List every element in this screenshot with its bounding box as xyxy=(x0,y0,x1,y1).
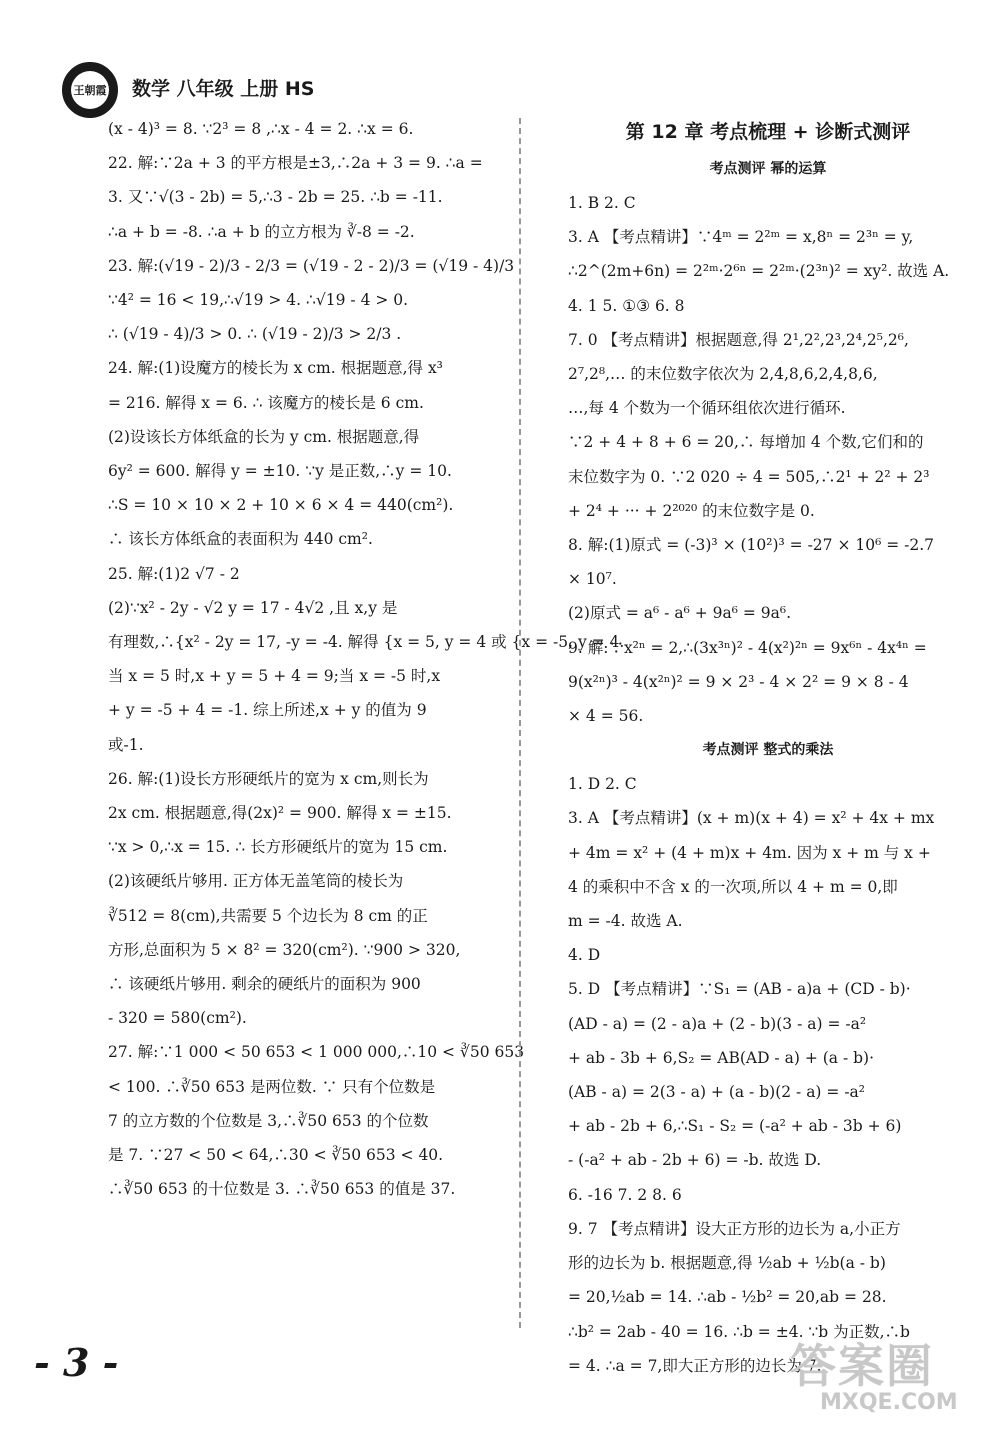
answer-line: 1. B 2. C xyxy=(568,194,636,212)
answer-line: 3. A 【考点精讲】(x + m)(x + 4) = x² + 4x + mx xyxy=(568,809,935,828)
answer-line: ∴b² = 2ab - 40 = 16. ∴b = ±4. ∵b 为正数,∴b xyxy=(568,1322,910,1341)
right-column xyxy=(568,112,968,1383)
answer-line: 方形,总面积为 5 × 8² = 320(cm²). ∵900 > 320, xyxy=(108,940,461,959)
logo-text: 王朝霞 xyxy=(71,71,109,109)
answer-line: ∴ 该硬纸片够用. 剩余的硬纸片的面积为 900 xyxy=(108,975,421,994)
answer-line: 8. 解:(1)原式 = (-3)³ × (10²)³ = -27 × 10⁶ = -2.7 xyxy=(568,536,935,555)
answer-line: ∴∛50 653 的十位数是 3. ∴∛50 653 的值是 37. xyxy=(108,1180,456,1199)
page-header xyxy=(62,62,422,118)
answer-line: 有理数,∴{x² - 2y = 17, -y = -4. 解得 {x = 5, y = 4 或 {x = -5, y = 4. xyxy=(108,633,625,652)
answer-line: 2⁷,2⁸,… 的末位数字依次为 2,4,8,6,2,4,8,6, xyxy=(568,365,878,384)
answer-line: 25. 解:(1)2 √7 - 2 xyxy=(108,564,240,583)
answer-line: 7. 0 【考点精讲】根据题意,得 2¹,2²,2³,2⁴,2⁵,2⁶, xyxy=(568,330,909,349)
answer-line: ∵2 + 4 + 8 + 6 = 20,∴ 每增加 4 个数,它们和的 xyxy=(568,433,924,452)
answer-line: …,每 4 个数为一个循环组依次进行循环. xyxy=(568,399,846,418)
answer-line: 27. 解:∵1 000 < 50 653 < 1 000 000,∴10 < ∛50 653 xyxy=(108,1043,525,1062)
watermark xyxy=(790,1330,980,1430)
answer-line: 3. 又∵√(3 - 2b) = 5,∴3 - 2b = 25. ∴b = -11. xyxy=(108,188,443,207)
answer-line: (2)原式 = a⁶ - a⁶ + 9a⁶ = 9a⁶. xyxy=(568,604,792,623)
answer-line: 或-1. xyxy=(108,735,144,754)
answer-line: (2)该硬纸片够用. 正方体无盖笔筒的棱长为 xyxy=(108,872,404,891)
answer-line: ∴ 该长方体纸盒的表面积为 440 cm². xyxy=(108,530,373,549)
answer-line: (x - 4)³ = 8. ∵2³ = 8 ,∴x - 4 = 2. ∴x = 6. xyxy=(108,120,414,138)
watermark-text: 答案圈 xyxy=(790,1339,934,1393)
section-powers-answers xyxy=(568,186,968,733)
answer-line: ∴ (√19 - 4)/3 > 0. ∴ (√19 - 2)/3 > 2/3 . xyxy=(108,325,402,344)
answer-line: + y = -5 + 4 = -1. 综上所述,x + y 的值为 9 xyxy=(108,701,427,720)
answer-line: 5. D 【考点精讲】∵S₁ = (AB - a)a + (CD - b)· xyxy=(568,980,911,999)
answer-line: 6. -16 7. 2 8. 6 xyxy=(568,1185,682,1204)
answer-line: - 320 = 580(cm²). xyxy=(108,1009,247,1028)
answer-line: ∛512 = 8(cm),共需要 5 个边长为 8 cm 的正 xyxy=(108,906,428,925)
answer-line: 6y² = 600. 解得 y = ±10. ∵y 是正数,∴y = 10. xyxy=(108,462,452,481)
answer-line: 9(x²ⁿ)³ - 4(x²ⁿ)² = 9 × 2³ - 4 × 2² = 9 × 8 - 4 xyxy=(568,672,909,691)
answer-line: 当 x = 5 时,x + y = 5 + 4 = 9;当 x = -5 时,x xyxy=(108,667,441,686)
answer-line: 是 7. ∵27 < 50 < 64,∴30 < ∛50 653 < 40. xyxy=(108,1146,444,1165)
section-title-multiplication: 考点测评 整式的乘法 xyxy=(702,742,834,759)
answer-line: 3. A 【考点精讲】∵4ᵐ = 2²ᵐ = x,8ⁿ = 2³ⁿ = y, xyxy=(568,228,914,247)
answer-line: × 4 = 56. xyxy=(568,707,644,726)
column-divider xyxy=(519,118,521,1328)
answer-line: ∴a + b = -8. ∴a + b 的立方根为 ∛-8 = -2. xyxy=(108,222,415,241)
answer-line: - (-a² + ab - 2b + 6) = -b. 故选 D. xyxy=(568,1151,822,1170)
answer-line: 7 的立方数的个位数是 3,∴∛50 653 的个位数 xyxy=(108,1111,429,1130)
answer-line: (2)∵x² - 2y - √2 y = 17 - 4√2 ,且 x,y 是 xyxy=(108,598,398,617)
answer-line: 22. 解:∵2a + 3 的平方根是±3,∴2a + 3 = 9. ∴a = xyxy=(108,154,483,173)
answer-line: 26. 解:(1)设长方形硬纸片的宽为 x cm,则长为 xyxy=(108,769,429,788)
answer-line: × 10⁷. xyxy=(568,570,617,589)
answer-line: 1. D 2. C xyxy=(568,775,637,794)
section-multiplication-answers xyxy=(568,767,968,1383)
answer-line: m = -4. 故选 A. xyxy=(568,912,683,931)
answer-line: ∵x > 0,∴x = 15. ∴ 长方形硬纸片的宽为 15 cm. xyxy=(108,838,448,857)
answer-line: = 20,½ab = 14. ∴ab - ½b² = 20,ab = 28. xyxy=(568,1288,887,1307)
answer-line: + 4m = x² + (4 + m)x + 4m. 因为 x + m 与 x + xyxy=(568,843,931,862)
answer-line: = 4. ∴a = 7,即大正方形的边长为 7. xyxy=(568,1356,822,1375)
answer-line: 4 的乘积中不含 x 的一次项,所以 4 + m = 0,即 xyxy=(568,877,898,896)
answer-line: + 2⁴ + ··· + 2²⁰²⁰ 的末位数字是 0. xyxy=(568,501,815,520)
answer-line: + ab - 3b + 6,S₂ = AB(AD - a) + (a - b)· xyxy=(568,1048,875,1067)
answer-line: 4. D xyxy=(568,946,601,965)
chapter-title: 第 12 章 考点梳理 + 诊断式测评 xyxy=(625,121,911,143)
answer-line: 24. 解:(1)设魔方的棱长为 x cm. 根据题意,得 x³ xyxy=(108,359,443,378)
answer-line: ∴2^(2m+6n) = 2²ᵐ·2⁶ⁿ = 2²ᵐ·(2³ⁿ)² = xy². 故选 A. xyxy=(568,262,950,281)
answer-line: 末位数字为 0. ∵2 020 ÷ 4 = 505,∴2¹ + 2² + 2³ xyxy=(568,467,930,486)
book-title: 数学 八年级 上册 HS xyxy=(132,78,315,100)
answer-line: ∵4² = 16 < 19,∴√19 > 4. ∴√19 - 4 > 0. xyxy=(108,291,409,310)
answer-line: ∴S = 10 × 10 × 2 + 10 × 6 × 4 = 440(cm²). xyxy=(108,496,454,515)
answer-line: 2x cm. 根据题意,得(2x)² = 900. 解得 x = ±15. xyxy=(108,804,452,823)
page-number: - 3 - xyxy=(34,1340,119,1385)
answer-line: (AB - a) = 2(3 - a) + (a - b)(2 - a) = -a² xyxy=(568,1083,866,1102)
section-title-powers: 考点测评 幂的运算 xyxy=(709,161,827,177)
answer-line: 形的边长为 b. 根据题意,得 ½ab + ½b(a - b) xyxy=(568,1254,886,1273)
answer-line: = 216. 解得 x = 6. ∴ 该魔方的棱长是 6 cm. xyxy=(108,393,424,412)
answer-line: < 100. ∴∛50 653 是两位数. ∵ 只有个位数是 xyxy=(108,1077,436,1096)
answer-line: 9. 7 【考点精讲】设大正方形的边长为 a,小正方 xyxy=(568,1219,901,1238)
answer-line: 9. 解:∵x²ⁿ = 2,∴(3x³ⁿ)² - 4(x²)²ⁿ = 9x⁶ⁿ - 4x⁴ⁿ = xyxy=(568,638,927,657)
answer-line: (2)设该长方体纸盒的长为 y cm. 根据题意,得 xyxy=(108,427,420,446)
answer-line: + ab - 2b + 6,∴S₁ - S₂ = (-a² + ab - 3b + 6) xyxy=(568,1117,902,1136)
answer-line: (AD - a) = (2 - a)a + (2 - b)(3 - a) = -a² xyxy=(568,1014,867,1033)
publisher-logo xyxy=(62,62,118,118)
answer-line: 23. 解:(√19 - 2)/3 - 2/3 = (√19 - 2 - 2)/3 = (√19 - 4)/3 xyxy=(108,256,515,275)
watermark-url: MXQE.COM xyxy=(820,1390,958,1415)
answer-line: 4. 1 5. ①③ 6. 8 xyxy=(568,296,685,315)
